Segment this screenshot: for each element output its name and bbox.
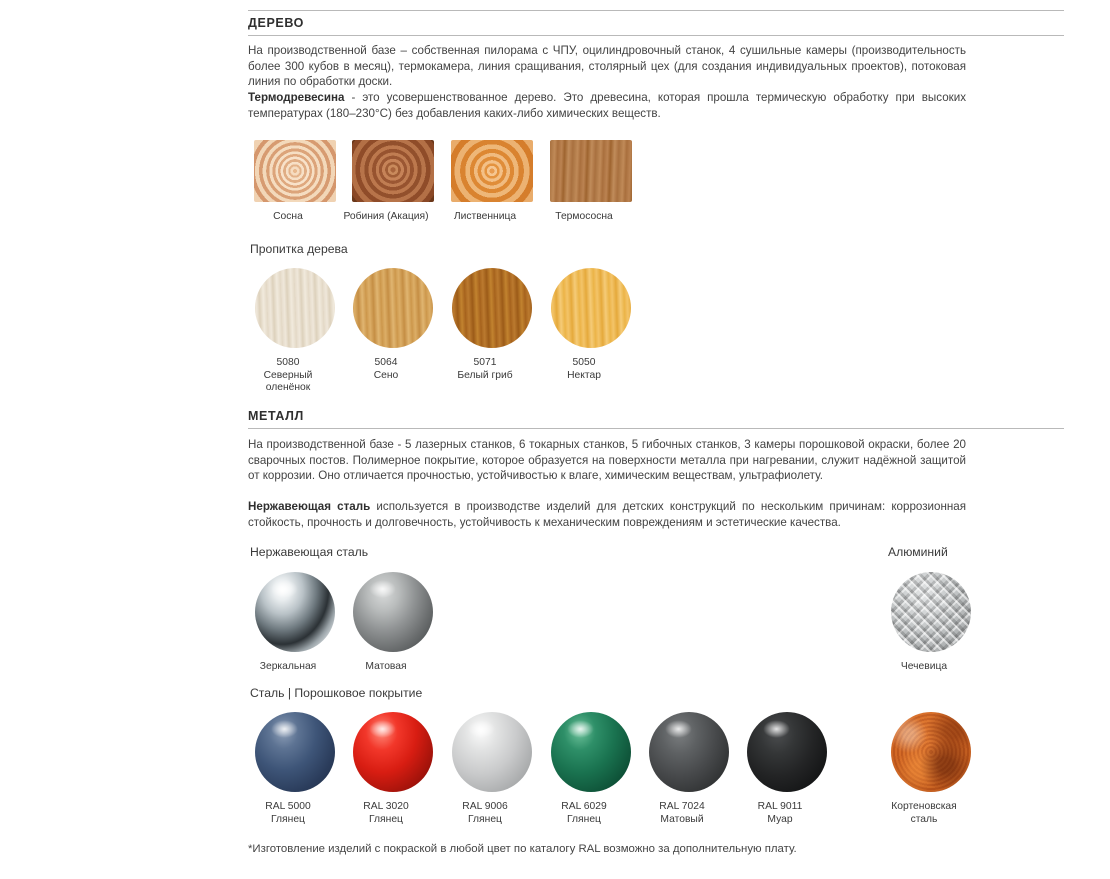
metal-paragraph-1: На производственной базе - 5 лазерных станков, 6 токарных станков, 5 гибочных станков, 3 камеры порошковой окраски, более 20 сварочных постов. Полимерное покрытие, которое образуется на поверхности металла при нагревании, служит надёжной защитой от коррозии. Оно отличается прочностью, устойчивостью к влаге, химическим веществам, ультрафиолету.	[248, 438, 966, 482]
ral-color-icon	[353, 712, 433, 792]
wood-swatch-caption: Сосна	[273, 211, 303, 222]
metal-paragraph-2	[248, 499, 966, 530]
corten-steel-icon	[891, 712, 971, 792]
top-divider	[248, 10, 1064, 11]
impregnation-caption	[431, 357, 539, 382]
impregnation-swatch-5080	[248, 268, 342, 395]
stainless-swatch-mirror	[248, 572, 342, 674]
aluminium-label: Алюминий	[888, 545, 948, 559]
impregnation-code: 5050	[572, 357, 596, 368]
ral-color-icon	[551, 712, 631, 792]
powder-code: RAL 5000	[265, 801, 311, 812]
powder-caption	[628, 801, 736, 826]
powder-swatch-ral9011	[740, 712, 834, 826]
impregnation-name-2: оленёнок	[265, 382, 311, 393]
section-rule-wood	[248, 35, 1064, 36]
impregnation-label: Пропитка дерева	[250, 242, 348, 256]
powder-swatch-ral3020	[346, 712, 440, 826]
thermo-pine-texture-icon	[550, 140, 632, 202]
powder-caption	[530, 801, 638, 826]
powder-finish: Глянец	[271, 813, 305, 825]
aluminium-swatch-lens	[884, 572, 978, 674]
impregnation-name-1: Белый гриб	[457, 369, 513, 381]
powder-finish: Муар	[767, 813, 793, 825]
impregnation-name-1: Сено	[373, 369, 399, 381]
wood-paragraph-2	[248, 90, 966, 121]
stainless-swatch-matte	[346, 572, 440, 674]
wood-swatch-pine	[248, 140, 342, 224]
pine-texture-icon	[254, 140, 336, 202]
matte-finish-icon	[353, 572, 433, 652]
powder-caption	[234, 801, 342, 826]
larch-texture-icon	[451, 140, 533, 202]
impregnation-code: 5071	[473, 357, 497, 368]
robinia-texture-icon	[352, 140, 434, 202]
impregnation-code: 5080	[276, 357, 300, 368]
stainless-caption: Матовая	[365, 661, 407, 672]
powder-swatch-ral6029	[544, 712, 638, 826]
powder-code: RAL 7024	[659, 801, 705, 812]
impregnation-caption	[234, 357, 342, 395]
powder-finish: сталь	[910, 813, 938, 825]
powder-finish: Глянец	[468, 813, 502, 825]
impregnation-code: 5064	[374, 357, 398, 368]
aluminium-caption: Чечевица	[900, 661, 948, 672]
powder-swatch-corten	[884, 712, 978, 826]
powder-swatch-ral5000	[248, 712, 342, 826]
powder-code: RAL 3020	[363, 801, 409, 812]
stainless-label: Нержавеющая сталь	[250, 545, 369, 559]
wood-paragraph-1: На производственной базе – собственная пилорама с ЧПУ, оцилиндровочный станок, 4 сушильные камеры (производительность более 300 кубов в месяц), термокамера, линия сращивания, столярный цех (для создания индивидуальных проектов), потоковая линия по обработки доски.	[248, 44, 966, 88]
ral-color-icon	[649, 712, 729, 792]
powder-finish: Глянец	[369, 813, 403, 825]
impregnation-color-icon	[255, 268, 335, 348]
powder-code: RAL 6029	[561, 801, 607, 812]
impregnation-color-icon	[452, 268, 532, 348]
section-title-metal: МЕТАЛЛ	[248, 409, 304, 423]
metal-paragraph-2-text: используется в производстве изделий для детских конструкций по нескольким причинам: коррозионная стойкость, прочность и долговечность, устойчивость к механическим повреждениям и эстетические качества.	[248, 500, 966, 529]
impregnation-color-icon	[551, 268, 631, 348]
section-title-wood: ДЕРЕВО	[248, 16, 304, 30]
wood-swatch-robinia	[343, 140, 440, 224]
impregnation-caption	[530, 357, 638, 382]
impregnation-color-icon	[353, 268, 433, 348]
impregnation-swatch-5064	[346, 268, 440, 382]
wood-swatch-thermopine	[544, 140, 638, 224]
wood-swatch-caption: Термососна	[555, 211, 613, 222]
powder-code: RAL 9006	[462, 801, 508, 812]
section-header-wood	[248, 16, 1064, 36]
powder-caption	[431, 801, 539, 826]
impregnation-caption	[332, 357, 440, 382]
ral-color-icon	[452, 712, 532, 792]
ral-color-icon	[747, 712, 827, 792]
wood-paragraph-2-bold: Термодревесина	[248, 91, 345, 104]
mirror-finish-icon	[255, 572, 335, 652]
ral-color-icon	[255, 712, 335, 792]
section-header-metal	[248, 409, 1064, 429]
stainless-caption: Зеркальная	[259, 661, 317, 672]
powder-finish: Глянец	[567, 813, 601, 825]
impregnation-swatch-5071	[445, 268, 539, 382]
wood-swatch-caption: Робиния (Акация)	[343, 211, 429, 222]
metal-paragraph-2-bold: Нержавеющая сталь	[248, 500, 371, 513]
wood-swatch-larch	[445, 140, 539, 224]
powder-code: Кортеновская	[891, 801, 957, 812]
impregnation-name-1: Северный	[263, 369, 313, 381]
powder-swatch-ral7024	[642, 712, 736, 826]
wood-paragraph-2-text: - это усовершенствованное дерево. Это древесина, которая прошла термическую обработку при высоких температурах (180–230°C) без добавления каких-либо химических веществ.	[248, 91, 966, 120]
powder-finish: Матовый	[660, 813, 704, 825]
section-rule-metal	[248, 428, 1064, 429]
powder-caption	[726, 801, 834, 826]
impregnation-swatch-5050	[544, 268, 638, 382]
lens-pattern-icon	[891, 572, 971, 652]
powder-code: RAL 9011	[757, 801, 803, 812]
powder-label: Сталь | Порошковое покрытие	[250, 686, 423, 700]
powder-caption	[332, 801, 440, 826]
powder-caption	[870, 801, 978, 826]
footnote: *Изготовление изделий с покраской в любой цвет по каталогу RAL возможно за дополнительную плату.	[248, 843, 797, 855]
impregnation-name-1: Нектар	[567, 369, 601, 381]
powder-swatch-ral9006	[445, 712, 539, 826]
wood-swatch-caption: Лиственница	[453, 211, 517, 222]
